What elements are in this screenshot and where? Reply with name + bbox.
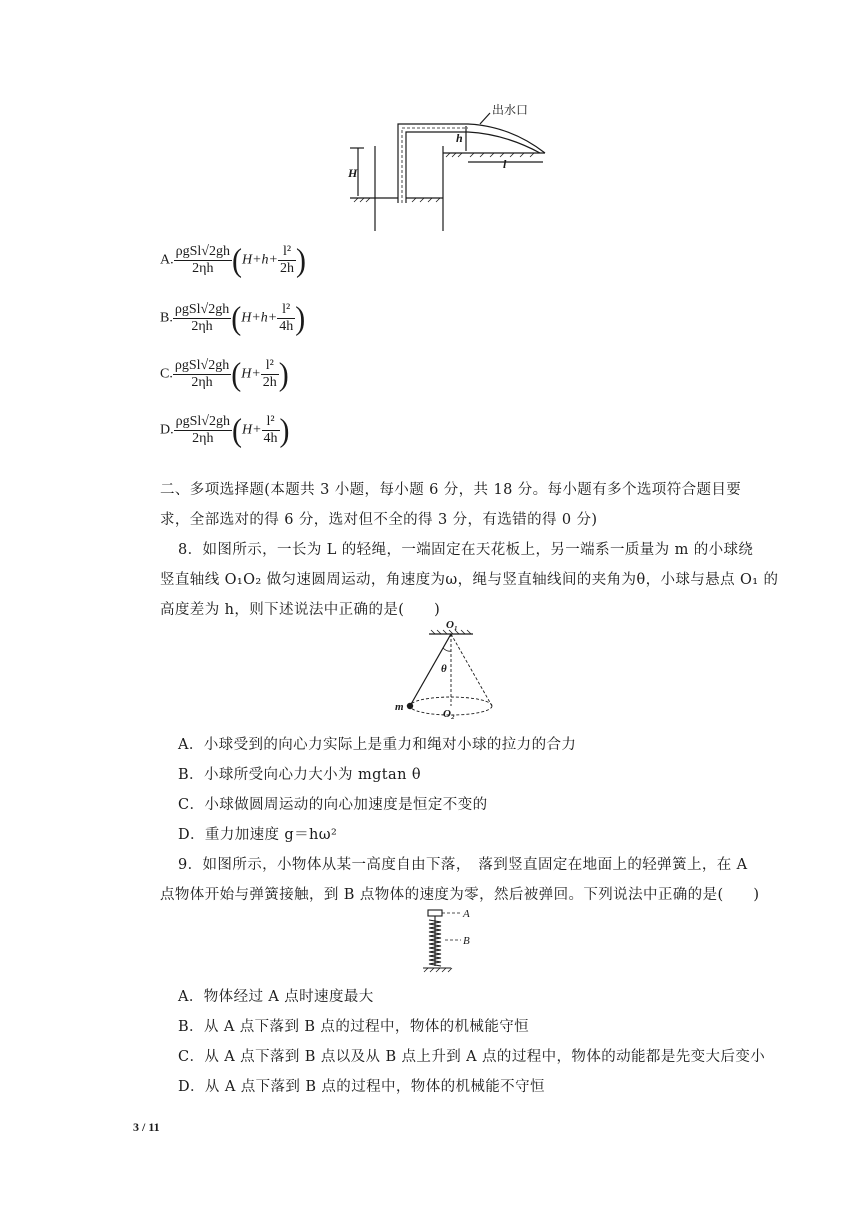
q9-stem-line2: 点物体开始与弹簧接触，到 B 点物体的速度为零，然后被弹回。下列说法中正确的是( ) xyxy=(160,887,760,903)
q9-option-d[interactable]: D．从 A 点下落到 B 点的过程中，物体的机械能不守恒 xyxy=(178,1079,545,1095)
q9-option-a[interactable]: A．物体经过 A 点时速度最大 xyxy=(178,989,374,1005)
section-heading-line1: 二、多项选择题(本题共 3 小题，每小题 6 分，共 18 分。每小题有多个选项符合题目要 xyxy=(160,482,742,498)
q8-option-c[interactable]: C．小球做圆周运动的向心加速度是恒定不变的 xyxy=(178,797,488,813)
section-heading-line2: 求，全部选对的得 6 分，选对但不全的得 3 分，有选错的得 0 分) xyxy=(160,512,598,528)
q8-option-b[interactable]: B．小球所受向心力大小为 mgtan θ xyxy=(178,767,421,783)
q8-option-a[interactable]: A．小球受到的向心力实际上是重力和绳对小球的拉力的合力 xyxy=(178,737,577,753)
H-label: H xyxy=(348,166,358,180)
option-c[interactable]: C. $\frac{\text{ρgSl√2gh}}{2\eta h}$ (H+ $\frac{\text{l²}}{2h}$ ) xyxy=(160,355,289,393)
page-number: 3 / 11 xyxy=(133,1120,160,1134)
option-a[interactable]: A. $\frac{\text{ρgSl√2gh}}{2\eta h}$ (H+h+ $\frac{\text{l²}}{2h}$ ) xyxy=(160,241,306,279)
a-label: A xyxy=(463,908,470,920)
l-label: l xyxy=(503,157,507,171)
conical-pendulum-figure xyxy=(385,618,515,722)
q9-option-c[interactable]: C．从 A 点下落到 B 点以及从 B 点上升到 A 点的过程中，物体的动能都是先变大后变小 xyxy=(178,1049,766,1065)
b-label: B xyxy=(463,935,470,947)
option-d[interactable]: D. $\frac{\text{ρgSl√2gh}}{2\eta h}$ (H+ $\frac{\text{l²}}{4h}$ ) xyxy=(160,411,290,449)
q9-stem-line1: 9．如图所示，小物体从某一高度自由下落， 落到竖直固定在地面上的轻弹簧上，在 A xyxy=(178,857,748,873)
q8-stem-line2: 竖直轴线 O₁O₂ 做匀速圆周运动，角速度为ω，绳与竖直轴线间的夹角为θ，小球与悬点 O₁ 的 xyxy=(160,572,779,588)
o1-label: O₁ xyxy=(446,619,458,631)
option-b[interactable]: B. $\frac{\text{ρgSl√2gh}}{2\eta h}$ (H+h+ $\frac{\text{l²}}{4h}$ ) xyxy=(160,299,306,337)
outlet-label: 出水口 xyxy=(492,103,529,117)
q9-option-b[interactable]: B．从 A 点下落到 B 点的过程中，物体的机械能守恒 xyxy=(178,1019,530,1035)
pipe-outlet-figure xyxy=(340,98,570,236)
m-label: m xyxy=(395,701,404,713)
spring-figure xyxy=(415,906,485,976)
q8-stem-line3: 高度差为 h，则下述说法中正确的是( ) xyxy=(160,602,441,618)
q8-stem-line1: 8．如图所示，一长为 L 的轻绳，一端固定在天花板上，另一端系一质量为 m 的小球绕 xyxy=(178,542,754,558)
q8-option-d[interactable]: D．重力加速度 g＝hω² xyxy=(178,827,338,843)
theta-label: θ xyxy=(441,663,447,675)
o2-label: O₂ xyxy=(443,708,455,720)
h-label: h xyxy=(456,131,463,145)
